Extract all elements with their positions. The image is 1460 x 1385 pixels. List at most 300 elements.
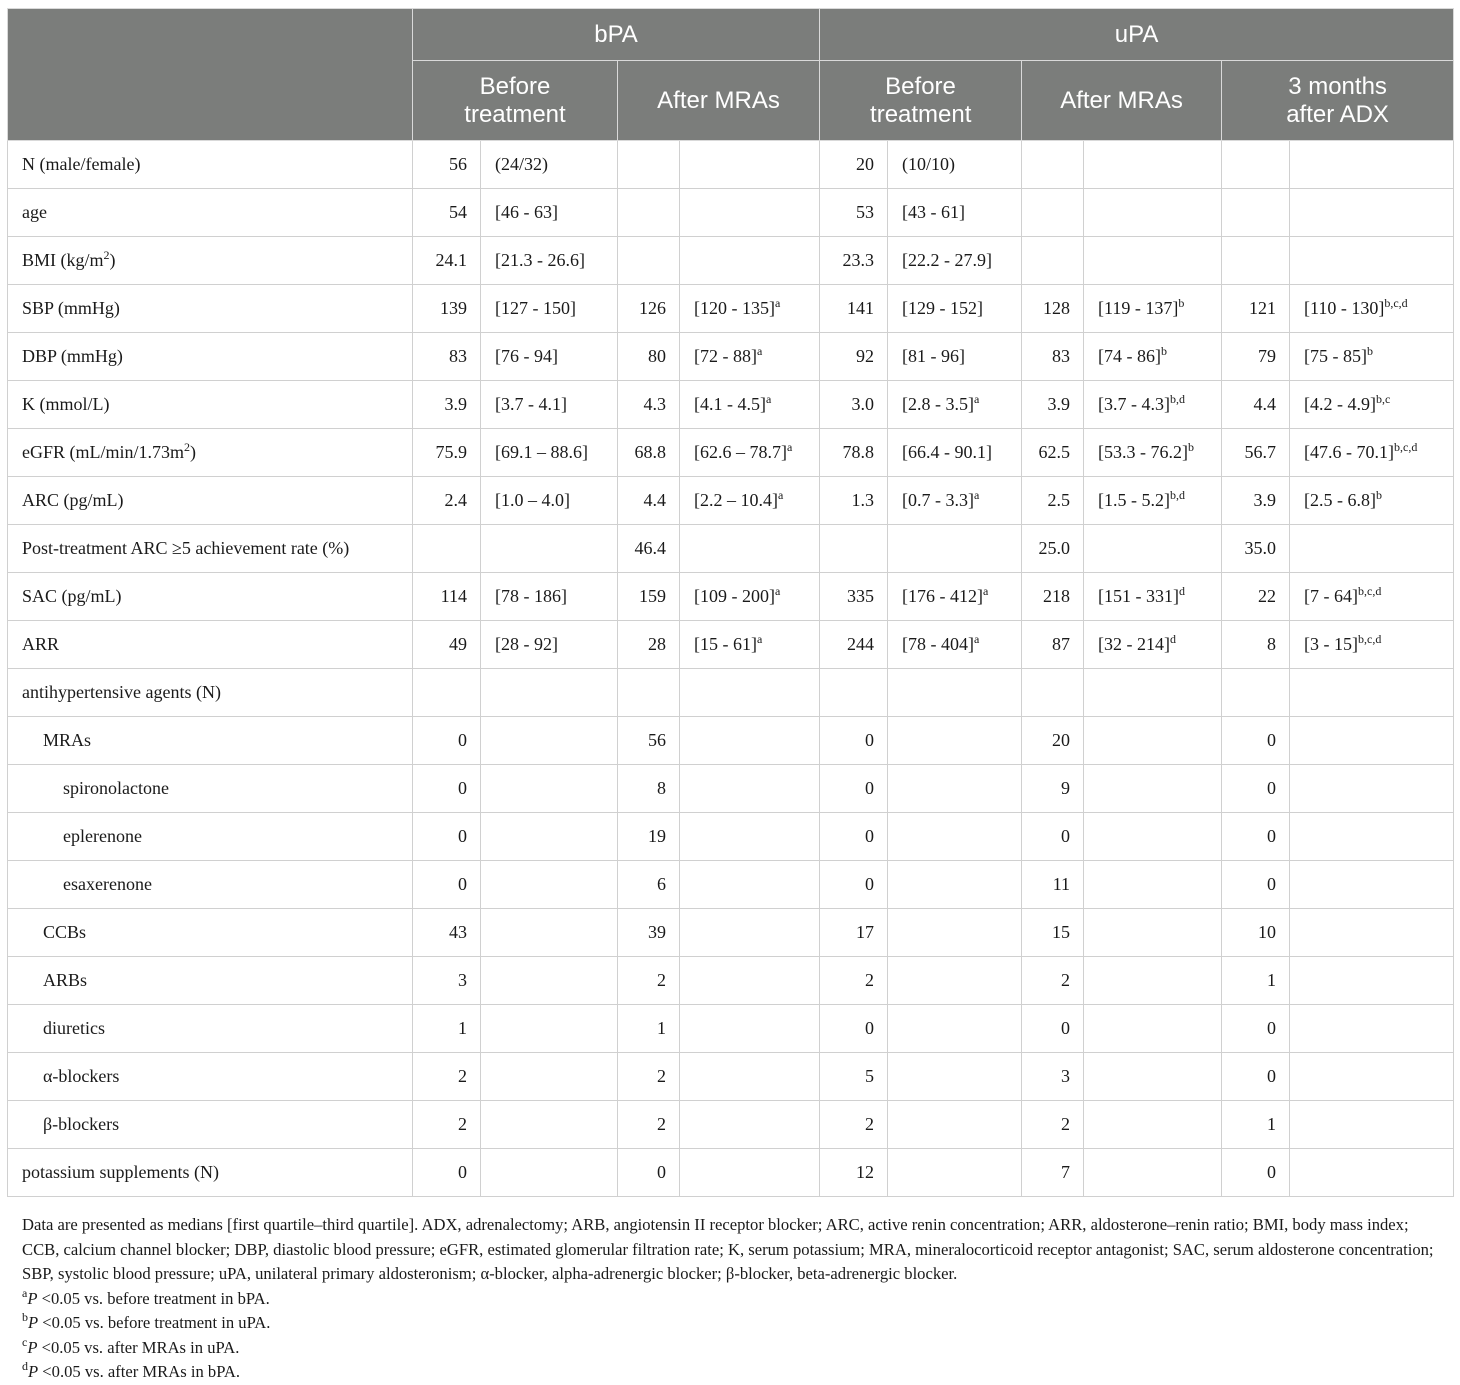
table-row xyxy=(8,141,1454,189)
range-cell: [4.1 - 4.5]$^a$ xyxy=(680,381,820,429)
range-cell xyxy=(481,1005,618,1053)
significance-marker: a xyxy=(774,584,781,598)
table-row xyxy=(8,813,1454,861)
significance-marker: d xyxy=(1179,584,1186,598)
range-cell: (24/32) xyxy=(481,141,618,189)
median-cell: 78.8 xyxy=(820,429,888,477)
table-row xyxy=(8,573,1454,621)
range-cell xyxy=(680,1005,820,1053)
header-corner xyxy=(8,9,413,141)
median-cell: 15 xyxy=(1022,909,1084,957)
table-row xyxy=(8,237,1454,285)
range-cell: [2.2 – 10.4]$^a$ xyxy=(680,477,820,525)
median-cell: 128 xyxy=(1022,285,1084,333)
median-cell: 2 xyxy=(820,1101,888,1149)
row-label: CCBs xyxy=(8,909,413,957)
range-cell xyxy=(680,141,820,189)
median-cell xyxy=(820,525,888,573)
median-cell: 8 xyxy=(618,765,680,813)
median-cell xyxy=(618,189,680,237)
median-cell: 25.0 xyxy=(1022,525,1084,573)
range-cell xyxy=(680,1053,820,1101)
median-cell: 12 xyxy=(820,1149,888,1197)
range-cell xyxy=(680,861,820,909)
range-cell xyxy=(1084,957,1222,1005)
median-cell: 87 xyxy=(1022,621,1084,669)
median-cell: 3.9 xyxy=(1022,381,1084,429)
median-cell: 0 xyxy=(413,813,481,861)
table-row xyxy=(8,1101,1454,1149)
median-cell: 28 xyxy=(618,621,680,669)
row-label: DBP (mmHg) xyxy=(8,333,413,381)
significance-marker: a xyxy=(765,392,772,406)
row-label: age xyxy=(8,189,413,237)
median-cell: 3 xyxy=(413,957,481,1005)
footnote-significance-list xyxy=(22,1287,1442,1385)
range-cell xyxy=(481,1149,618,1197)
subheader-upa-before: Before treatment xyxy=(820,61,1022,141)
subheader-upa-after-adx: 3 months after ADX xyxy=(1222,61,1454,141)
subheader-bpa-before: Before treatment xyxy=(413,61,618,141)
range-cell xyxy=(680,237,820,285)
significance-marker: a xyxy=(774,296,781,310)
range-cell xyxy=(481,765,618,813)
row-label: esaxerenone xyxy=(8,861,413,909)
median-cell: 3.9 xyxy=(1222,477,1290,525)
median-cell: 2 xyxy=(413,1101,481,1149)
data-table xyxy=(7,8,1454,1197)
range-cell: [78 - 404]$^a$ xyxy=(888,621,1022,669)
median-cell: 2 xyxy=(618,957,680,1005)
row-label: potassium supplements (N) xyxy=(8,1149,413,1197)
range-cell xyxy=(1084,1005,1222,1053)
median-cell xyxy=(618,141,680,189)
median-cell: 0 xyxy=(1222,1149,1290,1197)
significance-marker: a xyxy=(983,584,989,598)
significance-marker: b,c,d xyxy=(1384,296,1408,310)
range-cell: [69.1 – 88.6] xyxy=(481,429,618,477)
median-cell: 2.4 xyxy=(413,477,481,525)
significance-marker: a xyxy=(974,488,980,502)
median-cell xyxy=(820,669,888,717)
median-cell: 39 xyxy=(618,909,680,957)
row-label: K (mmol/L) xyxy=(8,381,413,429)
range-cell xyxy=(1290,765,1454,813)
range-cell xyxy=(888,525,1022,573)
range-cell xyxy=(888,765,1022,813)
significance-marker: a xyxy=(974,632,980,646)
table-row xyxy=(8,429,1454,477)
range-cell: [2.5 - 6.8]$^b$ xyxy=(1290,477,1454,525)
range-cell xyxy=(888,1149,1022,1197)
range-cell: [78 - 186] xyxy=(481,573,618,621)
range-cell xyxy=(1290,813,1454,861)
range-cell: [4.2 - 4.9]$^{b,c}$ xyxy=(1290,381,1454,429)
range-cell xyxy=(1290,1101,1454,1149)
median-cell: 1 xyxy=(1222,957,1290,1005)
median-cell: 0 xyxy=(820,861,888,909)
range-cell xyxy=(680,189,820,237)
range-cell xyxy=(1290,669,1454,717)
row-label: spironolactone xyxy=(8,765,413,813)
significance-marker: b xyxy=(1188,440,1195,454)
median-cell: 11 xyxy=(1022,861,1084,909)
significance-marker: d xyxy=(1170,632,1177,646)
median-cell: 35.0 xyxy=(1222,525,1290,573)
median-cell: 0 xyxy=(413,717,481,765)
range-cell xyxy=(888,669,1022,717)
median-cell: 9 xyxy=(1022,765,1084,813)
range-cell xyxy=(1084,525,1222,573)
table-row xyxy=(8,285,1454,333)
range-cell xyxy=(481,669,618,717)
median-cell xyxy=(413,525,481,573)
significance-marker: a xyxy=(974,392,980,406)
range-cell xyxy=(1290,1053,1454,1101)
significance-marker: a xyxy=(756,344,763,358)
median-cell: 0 xyxy=(413,1149,481,1197)
table-row xyxy=(8,477,1454,525)
range-cell xyxy=(680,909,820,957)
range-cell: [151 - 331]$^d$ xyxy=(1084,573,1222,621)
range-cell xyxy=(1084,813,1222,861)
range-cell: [62.6 – 78.7]$^a$ xyxy=(680,429,820,477)
range-cell: [110 - 130]$^{b,c,d}$ xyxy=(1290,285,1454,333)
median-cell: 20 xyxy=(820,141,888,189)
group-header-bpa: bPA xyxy=(413,9,820,61)
range-cell: [74 - 86]$^b$ xyxy=(1084,333,1222,381)
range-cell xyxy=(888,957,1022,1005)
row-label: MRAs xyxy=(8,717,413,765)
median-cell: 141 xyxy=(820,285,888,333)
range-cell xyxy=(1084,141,1222,189)
range-cell: [3 - 15]$^{b,c,d}$ xyxy=(1290,621,1454,669)
median-cell: 0 xyxy=(820,717,888,765)
range-cell xyxy=(1084,861,1222,909)
median-cell: 2.5 xyxy=(1022,477,1084,525)
row-label: ARBs xyxy=(8,957,413,1005)
footnote-line: $^b$P <0.05 vs. before treatment in uPA. xyxy=(22,1310,271,1332)
range-cell xyxy=(1290,525,1454,573)
range-cell: [7 - 64]$^{b,c,d}$ xyxy=(1290,573,1454,621)
median-cell: 2 xyxy=(1022,1101,1084,1149)
range-cell: [53.3 - 76.2]$^b$ xyxy=(1084,429,1222,477)
median-cell: 1 xyxy=(618,1005,680,1053)
row-label: eplerenone xyxy=(8,813,413,861)
significance-marker: b,c xyxy=(1376,392,1391,406)
median-cell: 49 xyxy=(413,621,481,669)
median-cell: 23.3 xyxy=(820,237,888,285)
median-cell: 7 xyxy=(1022,1149,1084,1197)
median-cell: 0 xyxy=(1022,1005,1084,1053)
median-cell: 159 xyxy=(618,573,680,621)
range-cell xyxy=(481,957,618,1005)
median-cell: 1 xyxy=(413,1005,481,1053)
table-row xyxy=(8,909,1454,957)
footnote-line: $^c$P <0.05 vs. after MRAs in uPA. xyxy=(22,1334,240,1357)
median-cell: 2 xyxy=(413,1053,481,1101)
median-cell: 0 xyxy=(413,765,481,813)
median-cell: 3.0 xyxy=(820,381,888,429)
range-cell: [75 - 85]$^b$ xyxy=(1290,333,1454,381)
row-label: ARC (pg/mL) xyxy=(8,477,413,525)
median-cell xyxy=(1022,669,1084,717)
range-cell xyxy=(1290,189,1454,237)
range-cell xyxy=(680,717,820,765)
range-cell: [21.3 - 26.6] xyxy=(481,237,618,285)
median-cell: 83 xyxy=(1022,333,1084,381)
significance-marker: a xyxy=(756,632,763,646)
median-cell: 114 xyxy=(413,573,481,621)
range-cell xyxy=(1084,717,1222,765)
median-cell: 54 xyxy=(413,189,481,237)
range-cell xyxy=(1084,909,1222,957)
range-cell xyxy=(888,861,1022,909)
median-cell: 10 xyxy=(1222,909,1290,957)
footnote-abbreviations: Data are presented as medians [first quartile–third quartile]. ADX, adrenalectomy; ARB, angiotensin II receptor blocker; ARC, active renin concentration; ARR, aldosterone–renin ratio; BMI, body mass index; CCB, calcium channel blocker; DBP, diastolic blood pressure; eGFR, estimated glomerular filtration rate; K, serum potassium; MRA, mineralocorticoid receptor antagonist; SAC, serum aldosterone concentration; SBP, systolic blood pressure; uPA, unilateral primary aldosteronism; α-blocker, alpha-adrenergic blocker; β-blocker, beta-adrenergic blocker. xyxy=(22,1215,1434,1283)
range-cell xyxy=(1290,909,1454,957)
row-label: ARR xyxy=(8,621,413,669)
median-cell xyxy=(1022,237,1084,285)
row-label: diuretics xyxy=(8,1005,413,1053)
range-cell xyxy=(1290,237,1454,285)
table-row xyxy=(8,381,1454,429)
row-label: β-blockers xyxy=(8,1101,413,1149)
range-cell xyxy=(888,909,1022,957)
range-cell xyxy=(888,1101,1022,1149)
median-cell: 0 xyxy=(413,861,481,909)
table-row xyxy=(8,861,1454,909)
row-label: SBP (mmHg) xyxy=(8,285,413,333)
range-cell: [3.7 - 4.1] xyxy=(481,381,618,429)
median-cell: 121 xyxy=(1222,285,1290,333)
table-row xyxy=(8,765,1454,813)
range-cell: [109 - 200]$^a$ xyxy=(680,573,820,621)
range-cell xyxy=(888,717,1022,765)
range-cell: [176 - 412]$^a$ xyxy=(888,573,1022,621)
range-cell xyxy=(680,1149,820,1197)
median-cell: 83 xyxy=(413,333,481,381)
median-cell: 335 xyxy=(820,573,888,621)
median-cell: 0 xyxy=(820,1005,888,1053)
median-cell xyxy=(1222,189,1290,237)
median-cell: 17 xyxy=(820,909,888,957)
range-cell: [32 - 214]$^d$ xyxy=(1084,621,1222,669)
range-cell: [0.7 - 3.3]$^a$ xyxy=(888,477,1022,525)
median-cell: 218 xyxy=(1022,573,1084,621)
range-cell xyxy=(1084,1101,1222,1149)
range-cell: [46 - 63] xyxy=(481,189,618,237)
median-cell: 139 xyxy=(413,285,481,333)
range-cell xyxy=(481,717,618,765)
median-cell: 92 xyxy=(820,333,888,381)
median-cell: 22 xyxy=(1222,573,1290,621)
median-cell: 8 xyxy=(1222,621,1290,669)
subheader-upa-after-mras: After MRAs xyxy=(1022,61,1222,141)
median-cell xyxy=(1022,189,1084,237)
median-cell: 6 xyxy=(618,861,680,909)
median-cell: 126 xyxy=(618,285,680,333)
range-cell xyxy=(1290,1005,1454,1053)
median-cell: 0 xyxy=(1222,861,1290,909)
range-cell: [28 - 92] xyxy=(481,621,618,669)
range-cell xyxy=(481,909,618,957)
median-cell: 2 xyxy=(1022,957,1084,1005)
median-cell: 0 xyxy=(1222,717,1290,765)
median-cell: 0 xyxy=(1222,1005,1290,1053)
table-row xyxy=(8,957,1454,1005)
significance-marker: a xyxy=(778,488,784,502)
range-cell xyxy=(1084,1149,1222,1197)
range-cell: [47.6 - 70.1]$^{b,c,d}$ xyxy=(1290,429,1454,477)
range-cell xyxy=(481,1053,618,1101)
range-cell xyxy=(1084,669,1222,717)
table-row xyxy=(8,1005,1454,1053)
range-cell xyxy=(888,1005,1022,1053)
range-cell xyxy=(888,1053,1022,1101)
table-row xyxy=(8,621,1454,669)
significance-marker: a xyxy=(787,440,793,454)
range-cell xyxy=(680,957,820,1005)
median-cell xyxy=(618,237,680,285)
range-cell: [3.7 - 4.3]$^{b,d}$ xyxy=(1084,381,1222,429)
significance-marker: b xyxy=(1161,344,1168,358)
median-cell: 4.4 xyxy=(1222,381,1290,429)
range-cell: [120 - 135]$^a$ xyxy=(680,285,820,333)
range-cell xyxy=(680,813,820,861)
median-cell xyxy=(1222,669,1290,717)
subheader-bpa-after-mras: After MRAs xyxy=(618,61,820,141)
footnote-line: $^a$P <0.05 vs. before treatment in bPA. xyxy=(22,1285,270,1308)
median-cell: 2 xyxy=(618,1053,680,1101)
range-cell xyxy=(1084,1053,1222,1101)
row-label: antihypertensive agents (N) xyxy=(8,669,413,717)
significance-marker: b,d xyxy=(1170,392,1186,406)
median-cell: 0 xyxy=(1222,1053,1290,1101)
median-cell: 0 xyxy=(1222,765,1290,813)
median-cell xyxy=(618,669,680,717)
median-cell: 80 xyxy=(618,333,680,381)
median-cell xyxy=(1022,141,1084,189)
range-cell: [76 - 94] xyxy=(481,333,618,381)
median-cell: 56 xyxy=(618,717,680,765)
range-cell: [1.0 – 4.0] xyxy=(481,477,618,525)
median-cell: 0 xyxy=(1022,813,1084,861)
significance-marker: b,c,d xyxy=(1358,632,1382,646)
range-cell xyxy=(481,861,618,909)
median-cell: 19 xyxy=(618,813,680,861)
table-footnotes xyxy=(22,1213,1442,1385)
median-cell: 79 xyxy=(1222,333,1290,381)
range-cell: [43 - 61] xyxy=(888,189,1022,237)
median-cell: 1 xyxy=(1222,1101,1290,1149)
median-cell: 0 xyxy=(618,1149,680,1197)
median-cell: 0 xyxy=(820,813,888,861)
median-cell: 0 xyxy=(820,765,888,813)
median-cell: 53 xyxy=(820,189,888,237)
footnote-line: $^d$P <0.05 vs. after MRAs in bPA. xyxy=(22,1359,241,1381)
table-row xyxy=(8,333,1454,381)
median-cell: 62.5 xyxy=(1022,429,1084,477)
median-cell xyxy=(413,669,481,717)
median-cell: 3.9 xyxy=(413,381,481,429)
median-cell: 56.7 xyxy=(1222,429,1290,477)
median-cell: 5 xyxy=(820,1053,888,1101)
table-row xyxy=(8,1053,1454,1101)
median-cell: 75.9 xyxy=(413,429,481,477)
range-cell xyxy=(1290,141,1454,189)
table-row xyxy=(8,189,1454,237)
range-cell: [81 - 96] xyxy=(888,333,1022,381)
median-cell xyxy=(1222,141,1290,189)
range-cell: [72 - 88]$^a$ xyxy=(680,333,820,381)
range-cell: [2.8 - 3.5]$^a$ xyxy=(888,381,1022,429)
median-cell: 56 xyxy=(413,141,481,189)
range-cell xyxy=(1290,1149,1454,1197)
row-label: Post-treatment ARC ≥5 achievement rate (%) xyxy=(8,525,413,573)
range-cell: [66.4 - 90.1] xyxy=(888,429,1022,477)
significance-marker: b xyxy=(1376,488,1383,502)
median-cell: 244 xyxy=(820,621,888,669)
range-cell xyxy=(680,525,820,573)
row-label: N (male/female) xyxy=(8,141,413,189)
median-cell: 4.4 xyxy=(618,477,680,525)
range-cell: (10/10) xyxy=(888,141,1022,189)
row-label: α-blockers xyxy=(8,1053,413,1101)
median-cell: 43 xyxy=(413,909,481,957)
range-cell xyxy=(1084,189,1222,237)
median-cell: 0 xyxy=(1222,813,1290,861)
range-cell xyxy=(481,525,618,573)
row-label: SAC (pg/mL) xyxy=(8,573,413,621)
range-cell xyxy=(680,1101,820,1149)
median-cell: 24.1 xyxy=(413,237,481,285)
table-row xyxy=(8,669,1454,717)
range-cell xyxy=(481,813,618,861)
range-cell: [119 - 137]$^b$ xyxy=(1084,285,1222,333)
range-cell xyxy=(680,669,820,717)
range-cell xyxy=(481,1101,618,1149)
median-cell: 20 xyxy=(1022,717,1084,765)
range-cell xyxy=(1290,861,1454,909)
significance-marker: b,c,d xyxy=(1394,440,1418,454)
median-cell xyxy=(1222,237,1290,285)
range-cell: [1.5 - 5.2]$^{b,d}$ xyxy=(1084,477,1222,525)
median-cell: 1.3 xyxy=(820,477,888,525)
median-cell: 68.8 xyxy=(618,429,680,477)
row-label: BMI $(kg/m^2)$ xyxy=(8,237,413,285)
median-cell: 46.4 xyxy=(618,525,680,573)
significance-marker: b,d xyxy=(1170,488,1186,502)
range-cell: [22.2 - 27.9] xyxy=(888,237,1022,285)
significance-marker: b xyxy=(1178,296,1185,310)
median-cell: 4.3 xyxy=(618,381,680,429)
range-cell: [129 - 152] xyxy=(888,285,1022,333)
row-label: eGFR $(mL/\min/1.73m^2)$ xyxy=(8,429,413,477)
median-cell: 2 xyxy=(618,1101,680,1149)
range-cell xyxy=(1290,717,1454,765)
significance-marker: b,c,d xyxy=(1358,584,1382,598)
range-cell xyxy=(1084,237,1222,285)
range-cell: [15 - 61]$^a$ xyxy=(680,621,820,669)
significance-marker: b xyxy=(1367,344,1374,358)
range-cell xyxy=(1290,957,1454,1005)
group-header-upa: uPA xyxy=(820,9,1454,61)
range-cell xyxy=(888,813,1022,861)
range-cell xyxy=(680,765,820,813)
table-row xyxy=(8,717,1454,765)
range-cell xyxy=(1084,765,1222,813)
